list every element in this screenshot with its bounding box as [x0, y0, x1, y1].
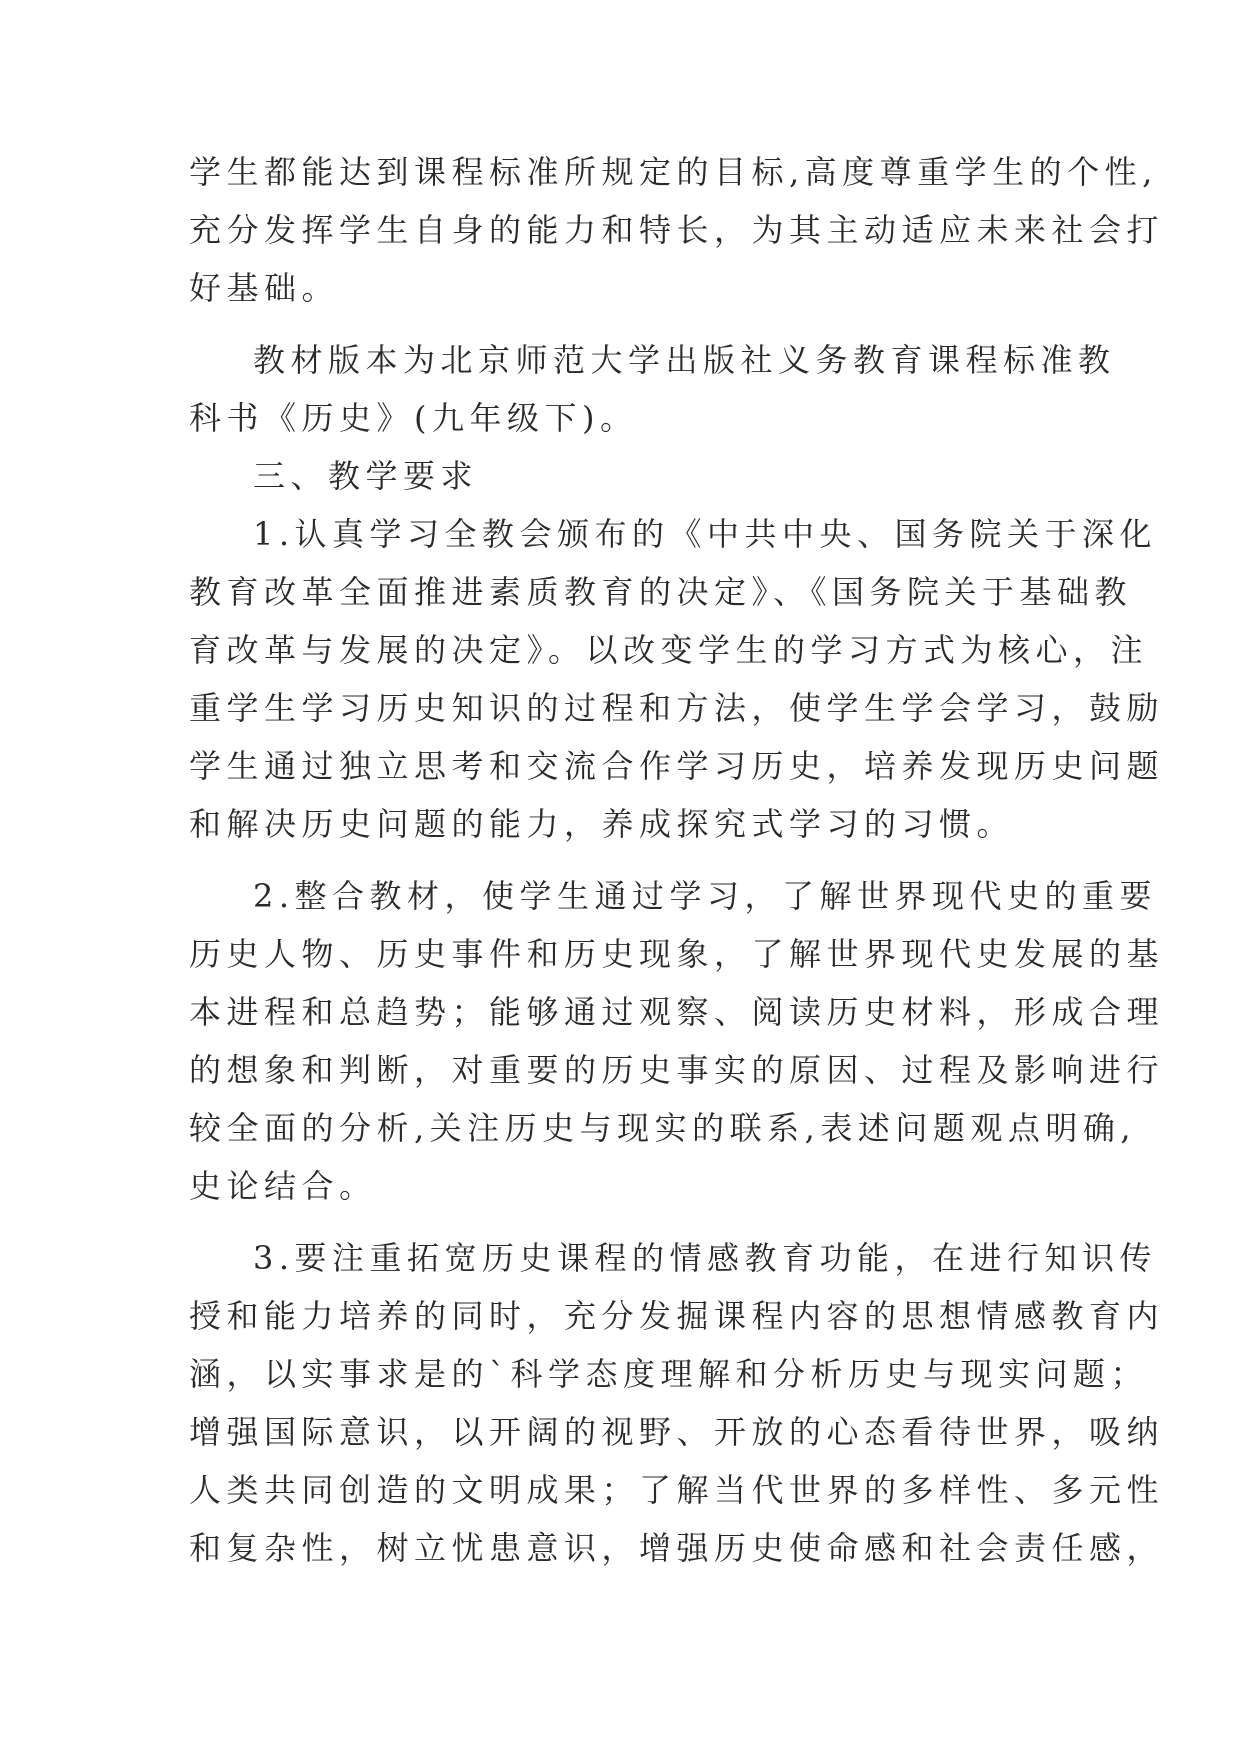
text-line-3: 好基础。 — [189, 269, 340, 307]
text-line-11: 学生通过独立思考和交流合作学习历史，培养发现历史问题 — [189, 747, 1165, 785]
text-line-10: 重学生学习历史知识的过程和方法，使学生学会学习，鼓励 — [189, 689, 1165, 727]
text-line-5: 科书《历史》(九年级下)。 — [189, 399, 638, 437]
text-line-21: 涵，以实事求是的`科学态度理解和分析历史与现实问题； — [189, 1355, 1149, 1393]
text-line-17: 较全面的分析,关注历史与现实的联系,表述问题观点明确, — [189, 1109, 1137, 1147]
text-line-7: 1.认真学习全教会颁布的《中共中央、国务院关于深化 — [253, 515, 1158, 553]
text-line-16: 的想象和判断，对重要的历史事实的原因、过程及影响进行 — [189, 1051, 1165, 1089]
text-line-13: 2.整合教材，使学生通过学习，了解世界现代史的重要 — [253, 877, 1158, 915]
text-line-20: 授和能力培养的同时，充分发掘课程内容的思想情感教育内 — [189, 1297, 1165, 1335]
text-line-15: 本进程和总趋势；能够通过观察、阅读历史材料，形成合理 — [189, 993, 1165, 1031]
text-line-4: 教材版本为北京师范大学出版社义务教育课程标准教 — [253, 341, 1116, 379]
text-line-23: 人类共同创造的文明成果；了解当代世界的多样性、多元性 — [189, 1471, 1165, 1509]
text-line-9: 育改革与发展的决定》。以改变学生的学习方式为核心，注 — [189, 631, 1149, 669]
text-line-1: 学生都能达到课程标准所规定的目标,高度尊重学生的个性, — [189, 153, 1158, 191]
text-line-19: 3.要注重拓宽历史课程的情感教育功能，在进行知识传 — [253, 1239, 1158, 1277]
section-heading: 三、教学要求 — [253, 457, 479, 495]
text-line-12: 和解决历史问题的能力，养成探究式学习的习惯。 — [189, 805, 1015, 843]
text-line-2: 充分发挥学生自身的能力和特长，为其主动适应未来社会打 — [189, 211, 1165, 249]
text-line-24: 和复杂性，树立忧患意识，增强历史使命感和社会责任感， — [189, 1529, 1165, 1567]
text-line-18: 史论结合。 — [189, 1167, 377, 1205]
text-line-14: 历史人物、历史事件和历史现象，了解世界现代史发展的基 — [189, 935, 1165, 973]
text-line-22: 增强国际意识，以开阔的视野、开放的心态看待世界，吸纳 — [189, 1413, 1165, 1451]
text-line-8: 教育改革全面推进素质教育的决定》、《国务院关于基础教 — [189, 573, 1133, 611]
